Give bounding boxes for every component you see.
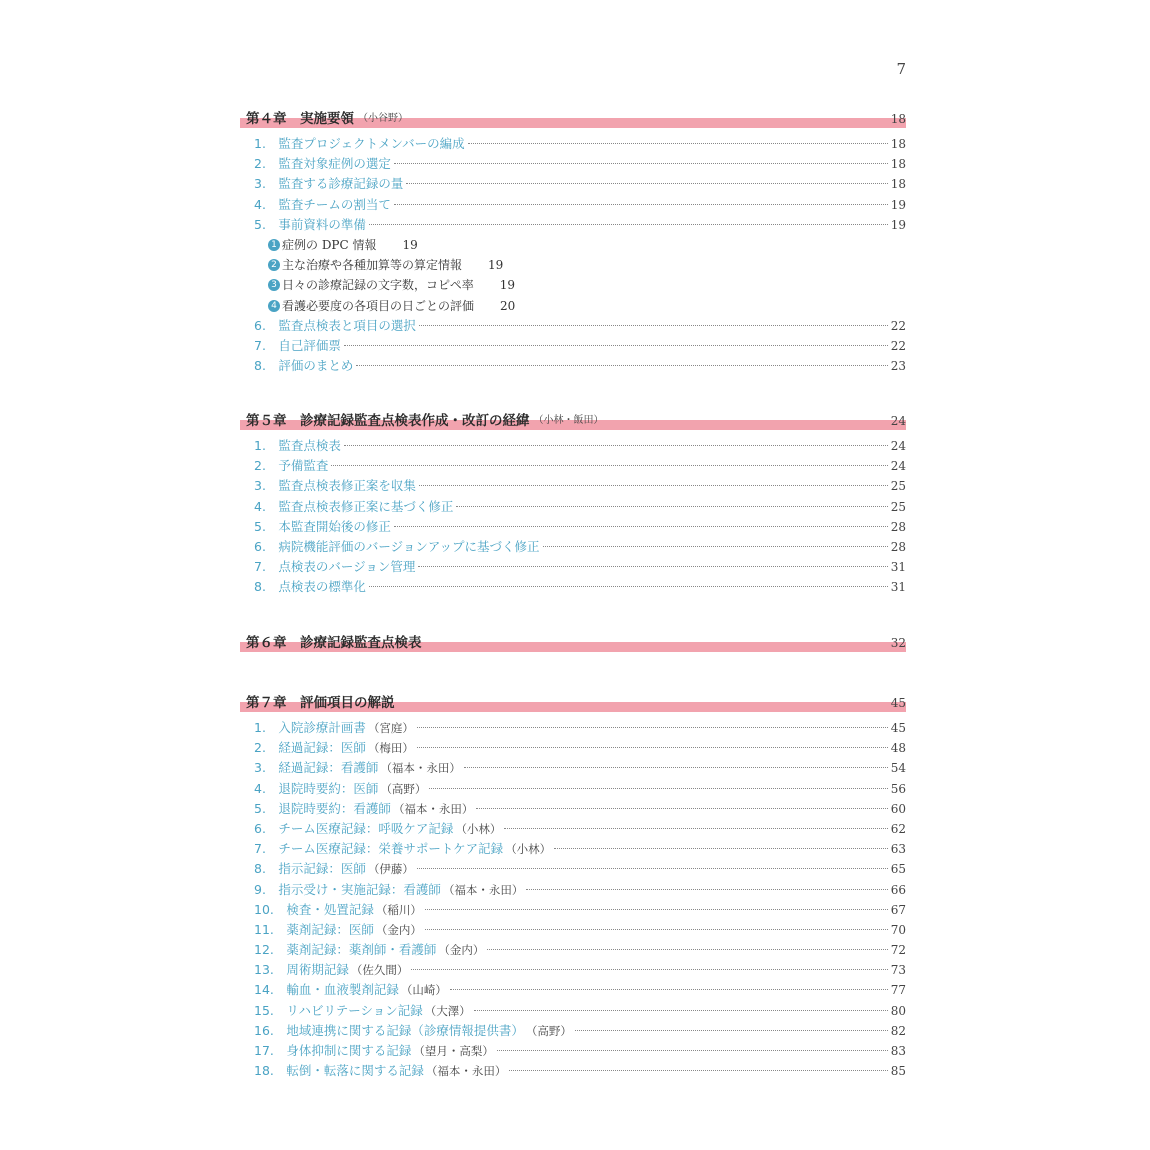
- chapter-page: 32: [890, 636, 906, 650]
- entry-title: 2. 予備監査: [254, 458, 329, 474]
- entry-title: 18. 転倒・転落に関する記録: [254, 1063, 424, 1079]
- entry-page: 24: [890, 439, 906, 453]
- dot-leader: [497, 1050, 888, 1051]
- entry-title: 3. 監査点検表修正案を収集: [254, 478, 416, 494]
- entry-title: 5. 事前資料の準備: [254, 216, 366, 232]
- entry-title: 14. 輸血・血液製剤記録: [254, 982, 399, 998]
- entry-page: 85: [890, 1064, 906, 1079]
- entry-page: 18: [890, 177, 906, 192]
- entry-author: （小林）: [455, 821, 502, 836]
- entry-title: 9. 指示受け・実施記録：看護師: [254, 881, 441, 897]
- dot-leader: [419, 325, 888, 326]
- entry-page: 28: [890, 539, 906, 554]
- toc-entry[interactable]: [240, 316, 906, 336]
- entry-page: 22: [890, 338, 906, 353]
- entry-page: 70: [890, 922, 906, 937]
- chapter-page: 24: [890, 414, 906, 428]
- toc-entry[interactable]: [240, 557, 906, 577]
- entry-title: 1. 入院診療計画書: [254, 720, 366, 735]
- toc-entry[interactable]: [240, 799, 906, 819]
- dot-leader: [331, 465, 887, 466]
- chapter-title: 第６章 診療記録監査点検表: [246, 635, 422, 651]
- dot-leader: [509, 1070, 887, 1071]
- chapter-header: [240, 408, 906, 430]
- dot-leader: [406, 183, 887, 184]
- entry-page: 48: [890, 741, 906, 756]
- entry-title: 3. 監査する診療記録の量: [254, 176, 404, 192]
- entry-title: 16. 地域連携に関する記録（診療情報提供書）: [254, 1022, 524, 1038]
- dot-leader: [419, 485, 888, 486]
- toc-entry[interactable]: [240, 577, 906, 597]
- circled-number-icon: 2: [268, 259, 280, 271]
- entry-title: 8. 点検表の標準化: [254, 579, 366, 595]
- chapter-4: [240, 106, 906, 376]
- dot-leader: [394, 163, 888, 164]
- entry-author: （福本・永田）: [380, 761, 461, 776]
- sub-entry-title: 主な治療や各種加算等の算定情報: [282, 258, 463, 273]
- entry-title: 5. 本監査開始後の修正: [254, 518, 391, 534]
- toc-entry[interactable]: [240, 880, 906, 900]
- entry-page: 19: [890, 217, 906, 232]
- circled-number-icon: 4: [268, 300, 280, 312]
- toc-entry[interactable]: [240, 920, 906, 940]
- chapter-5: [240, 408, 906, 598]
- dot-leader: [487, 949, 887, 950]
- entry-author: （金内）: [438, 943, 485, 958]
- entry-page: 65: [890, 862, 906, 877]
- dot-leader: [356, 365, 887, 366]
- dot-leader: [429, 788, 887, 789]
- entry-title: 3. 経過記録：看護師: [254, 760, 379, 776]
- dot-leader: [468, 143, 888, 144]
- toc-entry[interactable]: [240, 1021, 906, 1041]
- toc-entry[interactable]: [240, 517, 906, 537]
- entry-title: 7. 点検表のバージョン管理: [254, 559, 416, 575]
- entry-list: [240, 436, 906, 598]
- entry-page: 18: [890, 137, 906, 151]
- entry-title: 6. チーム医療記録：呼吸ケア記録: [254, 820, 454, 836]
- entry-page: 25: [890, 499, 906, 514]
- entry-title: 12. 薬剤記録：薬剤師・看護師: [254, 942, 437, 958]
- chapter-6: [240, 630, 906, 652]
- toc-entry[interactable]: [240, 1061, 906, 1081]
- dot-leader: [456, 506, 887, 507]
- dot-leader: [464, 767, 888, 768]
- dot-leader: [575, 1030, 888, 1031]
- toc-sub-entry[interactable]: [240, 255, 906, 275]
- entry-page: 54: [890, 761, 906, 776]
- entry-title: 8. 指示記録：医師: [254, 861, 366, 877]
- chapter-title: 第７章 評価項目の解説: [246, 695, 395, 711]
- entry-page: 67: [890, 902, 906, 917]
- sub-entry-page: 19: [402, 237, 418, 252]
- entry-page: 56: [890, 781, 906, 796]
- toc-entry[interactable]: [240, 336, 906, 356]
- entry-title: 4. 監査点検表修正案に基づく修正: [254, 498, 454, 514]
- entry-title: 2. 監査対象症例の選定: [254, 156, 391, 172]
- entry-title: 10. 検査・処置記録: [254, 901, 374, 917]
- toc-sub-entry[interactable]: [240, 296, 906, 316]
- entry-author: （梅田）: [367, 741, 414, 756]
- toc-entry[interactable]: [240, 1041, 906, 1061]
- entry-author: （金内）: [375, 922, 422, 937]
- entry-author: （福本・永田）: [392, 801, 474, 816]
- entry-page: 31: [890, 560, 906, 575]
- entry-page: 80: [890, 1003, 906, 1018]
- dot-leader: [476, 808, 887, 809]
- entry-author: （小林）: [505, 842, 552, 857]
- entry-title: 8. 評価のまとめ: [254, 358, 354, 374]
- dot-leader: [344, 345, 888, 346]
- entry-title: 7. 自己評価票: [254, 337, 341, 353]
- chapter-page: 45: [890, 696, 906, 710]
- toc-entry[interactable]: [240, 859, 906, 879]
- entry-author: （伊藤）: [367, 862, 414, 877]
- entry-page: 73: [890, 963, 906, 978]
- entry-author: （大澤）: [424, 1003, 471, 1018]
- dot-leader: [394, 204, 888, 205]
- entry-page: 25: [890, 479, 906, 494]
- entry-page: 19: [890, 197, 906, 212]
- circled-number-icon: 3: [268, 279, 280, 291]
- entry-author: （福本・永田）: [442, 882, 524, 897]
- toc-entry[interactable]: [240, 476, 906, 496]
- chapter-title: 第５章 診療記録監査点検表作成・改訂の経緯: [246, 413, 530, 429]
- dot-leader: [369, 224, 888, 225]
- entry-page: 24: [890, 459, 906, 474]
- chapter-7: [240, 690, 906, 1081]
- toc-entry[interactable]: [240, 436, 906, 456]
- chapter-header: [240, 630, 906, 652]
- entry-page: 22: [890, 318, 906, 333]
- dot-leader: [474, 1010, 888, 1011]
- entry-page: 77: [890, 983, 906, 998]
- entry-page: 66: [890, 882, 906, 897]
- toc-entry[interactable]: [240, 819, 906, 839]
- toc-entry[interactable]: [240, 940, 906, 960]
- sub-entry-title: 症例の DPC 情報: [282, 237, 377, 252]
- dot-leader: [450, 989, 888, 990]
- entry-page: 60: [890, 801, 906, 816]
- dot-leader: [394, 526, 888, 527]
- entry-list: [240, 718, 906, 1081]
- entry-author: （佐久間）: [350, 963, 409, 978]
- entry-title: 13. 周術期記録: [254, 962, 349, 978]
- sub-entry-page: 19: [488, 258, 504, 273]
- entry-title: 11. 薬剤記録：医師: [254, 921, 374, 937]
- dot-leader: [504, 828, 887, 829]
- toc-entry[interactable]: [240, 174, 906, 194]
- entry-title: 4. 退院時要約：医師: [254, 780, 379, 796]
- entry-author: （宮庭）: [367, 721, 414, 735]
- entry-title: 17. 身体抑制に関する記録: [254, 1043, 412, 1058]
- entry-page: 31: [890, 580, 906, 595]
- dot-leader: [554, 848, 888, 849]
- toc-entry[interactable]: [240, 960, 906, 980]
- toc-entry[interactable]: [240, 779, 906, 799]
- toc-entry[interactable]: [240, 356, 906, 376]
- dot-leader: [411, 969, 887, 970]
- sub-entry-page: 19: [499, 278, 516, 293]
- toc-entry[interactable]: [240, 900, 906, 920]
- entry-page: 83: [890, 1044, 906, 1058]
- dot-leader: [417, 868, 888, 869]
- toc-sub-entry[interactable]: [240, 235, 906, 255]
- entry-author: （高野）: [380, 781, 427, 796]
- dot-leader: [425, 909, 888, 910]
- toc-entry[interactable]: [240, 134, 906, 154]
- toc-entry[interactable]: [240, 839, 906, 859]
- entry-title: 1. 監査点検表: [254, 438, 341, 453]
- entry-page: 63: [890, 842, 906, 857]
- entry-title: 5. 退院時要約：看護師: [254, 800, 391, 816]
- entry-title: 7. チーム医療記録：栄養サポートケア記録: [254, 841, 504, 857]
- chapter-title: 第４章 実施要領: [246, 111, 354, 127]
- sub-entry-title: 日々の診療記録の文字数，コピペ率: [282, 278, 474, 293]
- page-number: 7: [896, 60, 906, 78]
- dot-leader: [543, 546, 888, 547]
- dot-leader: [417, 747, 888, 748]
- entry-list: [240, 134, 906, 376]
- entry-title: 6. 監査点検表と項目の選択: [254, 317, 416, 333]
- entry-title: 2. 経過記録：医師: [254, 740, 366, 756]
- entry-author: （稲川）: [375, 902, 422, 917]
- toc-sub-entry[interactable]: [240, 275, 906, 295]
- sub-entry-title: 看護必要度の各項目の日ごとの評価: [282, 298, 475, 313]
- toc-entry[interactable]: [240, 738, 906, 758]
- entry-page: 18: [890, 157, 906, 172]
- dot-leader: [369, 586, 888, 587]
- chapter-author: （小林・飯田）: [533, 415, 604, 426]
- chapter-header: [240, 690, 906, 712]
- chapter-author: （小谷野）: [358, 113, 408, 124]
- entry-author: （望月・高梨）: [413, 1044, 494, 1058]
- toc-entry[interactable]: [240, 758, 906, 778]
- entry-page: 28: [890, 519, 906, 534]
- toc-entry[interactable]: [240, 215, 906, 235]
- dot-leader: [417, 727, 888, 728]
- toc-entry[interactable]: [240, 154, 906, 174]
- dot-leader: [425, 929, 888, 930]
- dot-leader: [526, 889, 887, 890]
- entry-author: （福本・永田）: [425, 1064, 507, 1079]
- entry-page: 62: [890, 821, 906, 836]
- entry-page: 72: [890, 943, 906, 958]
- toc-entry[interactable]: [240, 195, 906, 215]
- entry-title: 6. 病院機能評価のバージョンアップに基づく修正: [254, 538, 540, 554]
- chapter-page: 18: [890, 112, 906, 126]
- entry-author: （山崎）: [400, 983, 447, 998]
- entry-page: 82: [890, 1023, 906, 1038]
- toc-entry[interactable]: [240, 1001, 906, 1021]
- entry-page: 23: [890, 359, 906, 374]
- entry-title: 15. リハビリテーション記録: [254, 1002, 423, 1018]
- toc-entry[interactable]: [240, 980, 906, 1000]
- dot-leader: [418, 566, 887, 567]
- toc-entry[interactable]: [240, 537, 906, 557]
- toc-entry[interactable]: [240, 456, 906, 476]
- dot-leader: [344, 445, 888, 446]
- entry-author: （高野）: [525, 1023, 572, 1038]
- entry-page: 45: [890, 721, 906, 735]
- sub-entry-page: 20: [500, 298, 516, 313]
- toc-entry[interactable]: [240, 718, 906, 738]
- entry-title: 4. 監査チームの割当て: [254, 196, 391, 212]
- toc-entry[interactable]: [240, 497, 906, 517]
- chapter-header: [240, 106, 906, 128]
- entry-title: 1. 監査プロジェクトメンバーの編成: [254, 136, 465, 151]
- circled-number-icon: 1: [268, 239, 280, 251]
